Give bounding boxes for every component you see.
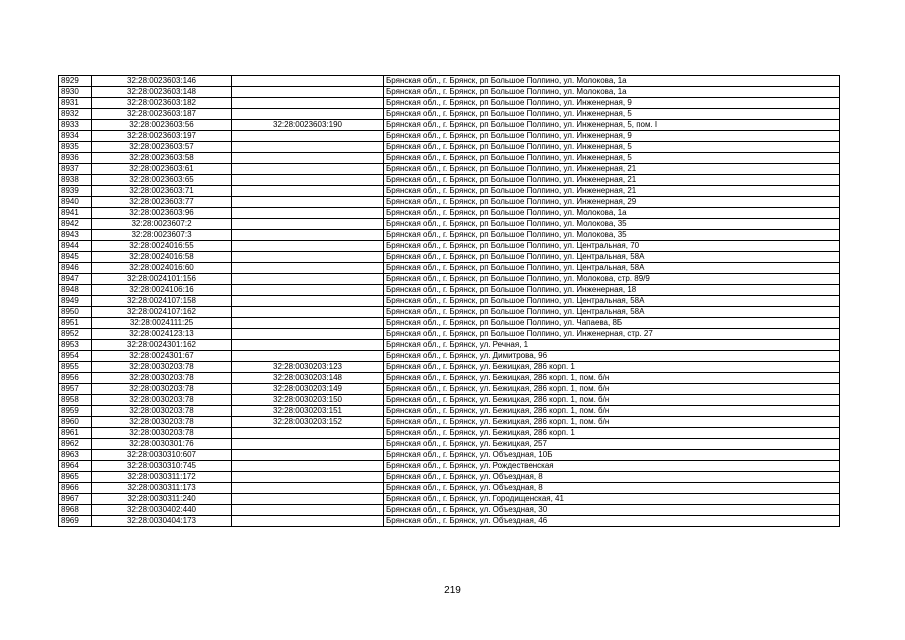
row-number-cell: 8933: [59, 120, 92, 131]
row-number-cell: 8961: [59, 428, 92, 439]
row-number-cell: 8929: [59, 76, 92, 87]
row-number-cell: 8934: [59, 131, 92, 142]
address-cell: Брянская обл., г. Брянск, ул. Бежицкая, 286 корп. 1, пом. б/н: [384, 395, 840, 406]
table-row: [59, 76, 840, 87]
cadastral-number-cell: 32:28:0030203:78: [92, 417, 232, 428]
cadastral-number-cell: 32:28:0023603:58: [92, 153, 232, 164]
row-number-cell: 8952: [59, 329, 92, 340]
sub-cadastral-number-cell: [232, 450, 384, 461]
sub-cadastral-number-cell: [232, 197, 384, 208]
cadastral-number-cell: 32:28:0023603:57: [92, 142, 232, 153]
table-row: [59, 109, 840, 120]
cadastral-number-cell: 32:28:0030311:172: [92, 472, 232, 483]
address-cell: Брянская обл., г. Брянск, ул. Речная, 1: [384, 340, 840, 351]
row-number-cell: 8958: [59, 395, 92, 406]
table-row: [59, 329, 840, 340]
cadastral-number-cell: 32:28:0030311:240: [92, 494, 232, 505]
address-cell: Брянская обл., г. Брянск, рп Большое Полпино, ул. Инженерная, 5: [384, 153, 840, 164]
row-number-cell: 8932: [59, 109, 92, 120]
sub-cadastral-number-cell: [232, 76, 384, 87]
table-row: [59, 516, 840, 527]
sub-cadastral-number-cell: 32:28:0030203:149: [232, 384, 384, 395]
sub-cadastral-number-cell: [232, 274, 384, 285]
cadastral-number-cell: 32:28:0030203:78: [92, 384, 232, 395]
cadastral-number-cell: 32:28:0023603:77: [92, 197, 232, 208]
table-row: [59, 87, 840, 98]
address-cell: Брянская обл., г. Брянск, рп Большое Полпино, ул. Чапаева, 8Б: [384, 318, 840, 329]
cadastral-number-cell: 32:28:0023603:71: [92, 186, 232, 197]
address-cell: Брянская обл., г. Брянск, рп Большое Полпино, ул. Центральная, 58А: [384, 307, 840, 318]
cadastral-number-cell: 32:28:0023603:56: [92, 120, 232, 131]
table-row: [59, 307, 840, 318]
address-cell: Брянская обл., г. Брянск, рп Большое Полпино, ул. Молокова, 1а: [384, 87, 840, 98]
table-row: [59, 472, 840, 483]
address-cell: Брянская обл., г. Брянск, ул. Бежицкая, 286 корп. 1, пом. б/н: [384, 417, 840, 428]
cadastral-number-cell: 32:28:0030203:78: [92, 362, 232, 373]
table-row: [59, 373, 840, 384]
address-cell: Брянская обл., г. Брянск, ул. Объездная, 46: [384, 516, 840, 527]
address-cell: Брянская обл., г. Брянск, рп Большое Полпино, ул. Молокова, 35: [384, 230, 840, 241]
cadastral-number-cell: 32:28:0023603:146: [92, 76, 232, 87]
address-cell: Брянская обл., г. Брянск, рп Большое Полпино, ул. Молокова, стр. 89/9: [384, 274, 840, 285]
row-number-cell: 8959: [59, 406, 92, 417]
row-number-cell: 8944: [59, 241, 92, 252]
address-cell: Брянская обл., г. Брянск, рп Большое Полпино, ул. Инженерная, 9: [384, 131, 840, 142]
sub-cadastral-number-cell: [232, 428, 384, 439]
row-number-cell: 8962: [59, 439, 92, 450]
table-row: [59, 494, 840, 505]
cadastral-table-body: [59, 76, 840, 527]
row-number-cell: 8967: [59, 494, 92, 505]
cadastral-number-cell: 32:28:0030310:607: [92, 450, 232, 461]
address-cell: Брянская обл., г. Брянск, ул. Рождественская: [384, 461, 840, 472]
row-number-cell: 8941: [59, 208, 92, 219]
cadastral-number-cell: 32:28:0024106:16: [92, 285, 232, 296]
address-cell: Брянская обл., г. Брянск, рп Большое Полпино, ул. Инженерная, 5: [384, 109, 840, 120]
cadastral-number-cell: 32:28:0030203:78: [92, 395, 232, 406]
cadastral-number-cell: 32:28:0023603:187: [92, 109, 232, 120]
row-number-cell: 8948: [59, 285, 92, 296]
cadastral-number-cell: 32:28:0030203:78: [92, 406, 232, 417]
registry-sheet: [58, 75, 839, 527]
sub-cadastral-number-cell: [232, 186, 384, 197]
sub-cadastral-number-cell: [232, 494, 384, 505]
sub-cadastral-number-cell: [232, 263, 384, 274]
cadastral-number-cell: 32:28:0030404:173: [92, 516, 232, 527]
sub-cadastral-number-cell: [232, 164, 384, 175]
row-number-cell: 8937: [59, 164, 92, 175]
row-number-cell: 8966: [59, 483, 92, 494]
row-number-cell: 8938: [59, 175, 92, 186]
cadastral-number-cell: 32:28:0024107:158: [92, 296, 232, 307]
row-number-cell: 8946: [59, 263, 92, 274]
address-cell: Брянская обл., г. Брянск, ул. Бежицкая, 286 корп. 1, пом. б/н: [384, 406, 840, 417]
address-cell: Брянская обл., г. Брянск, ул. Бежицкая, 257: [384, 439, 840, 450]
sub-cadastral-number-cell: 32:28:0030203:150: [232, 395, 384, 406]
cadastral-number-cell: 32:28:0024107:162: [92, 307, 232, 318]
page-number: 219: [444, 585, 461, 596]
cadastral-number-cell: 32:28:0024016:55: [92, 241, 232, 252]
table-row: [59, 230, 840, 241]
sub-cadastral-number-cell: [232, 252, 384, 263]
table-row: [59, 428, 840, 439]
row-number-cell: 8964: [59, 461, 92, 472]
table-row: [59, 98, 840, 109]
sub-cadastral-number-cell: [232, 472, 384, 483]
cadastral-number-cell: 32:28:0024301:67: [92, 351, 232, 362]
table-row: [59, 241, 840, 252]
cadastral-number-cell: 32:28:0024301:162: [92, 340, 232, 351]
address-cell: Брянская обл., г. Брянск, рп Большое Полпино, ул. Центральная, 58А: [384, 252, 840, 263]
table-row: [59, 197, 840, 208]
row-number-cell: 8956: [59, 373, 92, 384]
address-cell: Брянская обл., г. Брянск, рп Большое Полпино, ул. Молокова, 1а: [384, 76, 840, 87]
table-row: [59, 384, 840, 395]
table-row: [59, 186, 840, 197]
cadastral-number-cell: 32:28:0030402:440: [92, 505, 232, 516]
table-row: [59, 252, 840, 263]
cadastral-number-cell: 32:28:0023607:3: [92, 230, 232, 241]
cadastral-number-cell: 32:28:0024016:60: [92, 263, 232, 274]
cadastral-number-cell: 32:28:0024123:13: [92, 329, 232, 340]
table-row: [59, 208, 840, 219]
table-row: [59, 219, 840, 230]
sub-cadastral-number-cell: 32:28:0030203:123: [232, 362, 384, 373]
address-cell: Брянская обл., г. Брянск, ул. Объездная, 8: [384, 483, 840, 494]
table-row: [59, 461, 840, 472]
table-row: [59, 285, 840, 296]
sub-cadastral-number-cell: [232, 516, 384, 527]
cadastral-number-cell: 32:28:0030203:78: [92, 373, 232, 384]
address-cell: Брянская обл., г. Брянск, рп Большое Полпино, ул. Инженерная, 9: [384, 98, 840, 109]
table-row: [59, 395, 840, 406]
table-row: [59, 439, 840, 450]
address-cell: Брянская обл., г. Брянск, ул. Объездная, 30: [384, 505, 840, 516]
address-cell: Брянская обл., г. Брянск, рп Большое Полпино, ул. Инженерная, 21: [384, 186, 840, 197]
address-cell: Брянская обл., г. Брянск, рп Большое Полпино, ул. Центральная, 58А: [384, 263, 840, 274]
cadastral-number-cell: 32:28:0030203:78: [92, 428, 232, 439]
address-cell: Брянская обл., г. Брянск, ул. Бежицкая, 286 корп. 1, пом. б/н: [384, 384, 840, 395]
sub-cadastral-number-cell: [232, 461, 384, 472]
row-number-cell: 8936: [59, 153, 92, 164]
row-number-cell: 8969: [59, 516, 92, 527]
table-row: [59, 296, 840, 307]
address-cell: Брянская обл., г. Брянск, рп Большое Полпино, ул. Центральная, 70: [384, 241, 840, 252]
row-number-cell: 8951: [59, 318, 92, 329]
row-number-cell: 8957: [59, 384, 92, 395]
sub-cadastral-number-cell: [232, 98, 384, 109]
row-number-cell: 8968: [59, 505, 92, 516]
row-number-cell: 8931: [59, 98, 92, 109]
sub-cadastral-number-cell: [232, 87, 384, 98]
sub-cadastral-number-cell: [232, 439, 384, 450]
table-row: [59, 175, 840, 186]
table-row: [59, 142, 840, 153]
address-cell: Брянская обл., г. Брянск, рп Большое Полпино, ул. Молокова, 35: [384, 219, 840, 230]
row-number-cell: 8950: [59, 307, 92, 318]
address-cell: Брянская обл., г. Брянск, ул. Объездная, 8: [384, 472, 840, 483]
sub-cadastral-number-cell: [232, 153, 384, 164]
sub-cadastral-number-cell: [232, 340, 384, 351]
address-cell: Брянская обл., г. Брянск, ул. Бежицкая, 286 корп. 1: [384, 428, 840, 439]
sub-cadastral-number-cell: [232, 208, 384, 219]
address-cell: Брянская обл., г. Брянск, ул. Димитрова, 96: [384, 351, 840, 362]
sub-cadastral-number-cell: [232, 219, 384, 230]
address-cell: Брянская обл., г. Брянск, рп Большое Полпино, ул. Инженерная, 21: [384, 175, 840, 186]
sub-cadastral-number-cell: [232, 307, 384, 318]
address-cell: Брянская обл., г. Брянск, ул. Городищенская, 41: [384, 494, 840, 505]
row-number-cell: 8942: [59, 219, 92, 230]
address-cell: Брянская обл., г. Брянск, ул. Бежицкая, 286 корп. 1, пом. б/н: [384, 373, 840, 384]
sub-cadastral-number-cell: [232, 505, 384, 516]
table-row: [59, 417, 840, 428]
address-cell: Брянская обл., г. Брянск, рп Большое Полпино, ул. Инженерная, 29: [384, 197, 840, 208]
row-number-cell: 8940: [59, 197, 92, 208]
address-cell: Брянская обл., г. Брянск, рп Большое Полпино, ул. Инженерная, 18: [384, 285, 840, 296]
row-number-cell: 8953: [59, 340, 92, 351]
address-cell: Брянская обл., г. Брянск, рп Большое Полпино, ул. Молокова, 1а: [384, 208, 840, 219]
row-number-cell: 8930: [59, 87, 92, 98]
address-cell: Брянская обл., г. Брянск, рп Большое Полпино, ул. Инженерная, 5, пом. I: [384, 120, 840, 131]
sub-cadastral-number-cell: [232, 131, 384, 142]
row-number-cell: 8935: [59, 142, 92, 153]
sub-cadastral-number-cell: 32:28:0030203:152: [232, 417, 384, 428]
row-number-cell: 8947: [59, 274, 92, 285]
cadastral-table: [58, 75, 840, 527]
sub-cadastral-number-cell: [232, 241, 384, 252]
table-row: [59, 153, 840, 164]
table-row: [59, 274, 840, 285]
table-row: [59, 120, 840, 131]
row-number-cell: 8943: [59, 230, 92, 241]
cadastral-number-cell: 32:28:0030311:173: [92, 483, 232, 494]
row-number-cell: 8965: [59, 472, 92, 483]
sub-cadastral-number-cell: [232, 329, 384, 340]
sub-cadastral-number-cell: [232, 483, 384, 494]
cadastral-number-cell: 32:28:0023603:197: [92, 131, 232, 142]
sub-cadastral-number-cell: [232, 318, 384, 329]
table-row: [59, 318, 840, 329]
table-row: [59, 131, 840, 142]
table-row: [59, 351, 840, 362]
sub-cadastral-number-cell: [232, 296, 384, 307]
row-number-cell: 8963: [59, 450, 92, 461]
address-cell: Брянская обл., г. Брянск, рп Большое Полпино, ул. Инженерная, 5: [384, 142, 840, 153]
address-cell: Брянская обл., г. Брянск, рп Большое Полпино, ул. Инженерная, стр. 27: [384, 329, 840, 340]
cadastral-number-cell: 32:28:0023603:182: [92, 98, 232, 109]
row-number-cell: 8954: [59, 351, 92, 362]
table-row: [59, 362, 840, 373]
row-number-cell: 8949: [59, 296, 92, 307]
table-row: [59, 505, 840, 516]
row-number-cell: 8945: [59, 252, 92, 263]
table-row: [59, 340, 840, 351]
sub-cadastral-number-cell: [232, 351, 384, 362]
cadastral-number-cell: 32:28:0024111:25: [92, 318, 232, 329]
sub-cadastral-number-cell: [232, 285, 384, 296]
cadastral-number-cell: 32:28:0024101:156: [92, 274, 232, 285]
address-cell: Брянская обл., г. Брянск, ул. Бежицкая, 286 корп. 1: [384, 362, 840, 373]
table-row: [59, 164, 840, 175]
row-number-cell: 8955: [59, 362, 92, 373]
cadastral-number-cell: 32:28:0023603:148: [92, 87, 232, 98]
sub-cadastral-number-cell: 32:28:0030203:151: [232, 406, 384, 417]
row-number-cell: 8939: [59, 186, 92, 197]
cadastral-number-cell: 32:28:0023603:65: [92, 175, 232, 186]
row-number-cell: 8960: [59, 417, 92, 428]
sub-cadastral-number-cell: [232, 142, 384, 153]
sub-cadastral-number-cell: 32:28:0030203:148: [232, 373, 384, 384]
cadastral-number-cell: 32:28:0030301:76: [92, 439, 232, 450]
sub-cadastral-number-cell: [232, 109, 384, 120]
cadastral-number-cell: 32:28:0024016:58: [92, 252, 232, 263]
cadastral-number-cell: 32:28:0030310:745: [92, 461, 232, 472]
table-row: [59, 483, 840, 494]
address-cell: Брянская обл., г. Брянск, рп Большое Полпино, ул. Центральная, 58А: [384, 296, 840, 307]
table-row: [59, 263, 840, 274]
table-row: [59, 406, 840, 417]
table-row: [59, 450, 840, 461]
sub-cadastral-number-cell: 32:28:0023603:190: [232, 120, 384, 131]
address-cell: Брянская обл., г. Брянск, ул. Объездная, 10Б: [384, 450, 840, 461]
cadastral-number-cell: 32:28:0023603:61: [92, 164, 232, 175]
address-cell: Брянская обл., г. Брянск, рп Большое Полпино, ул. Инженерная, 21: [384, 164, 840, 175]
cadastral-number-cell: 32:28:0023607:2: [92, 219, 232, 230]
sub-cadastral-number-cell: [232, 230, 384, 241]
sub-cadastral-number-cell: [232, 175, 384, 186]
cadastral-number-cell: 32:28:0023603:96: [92, 208, 232, 219]
